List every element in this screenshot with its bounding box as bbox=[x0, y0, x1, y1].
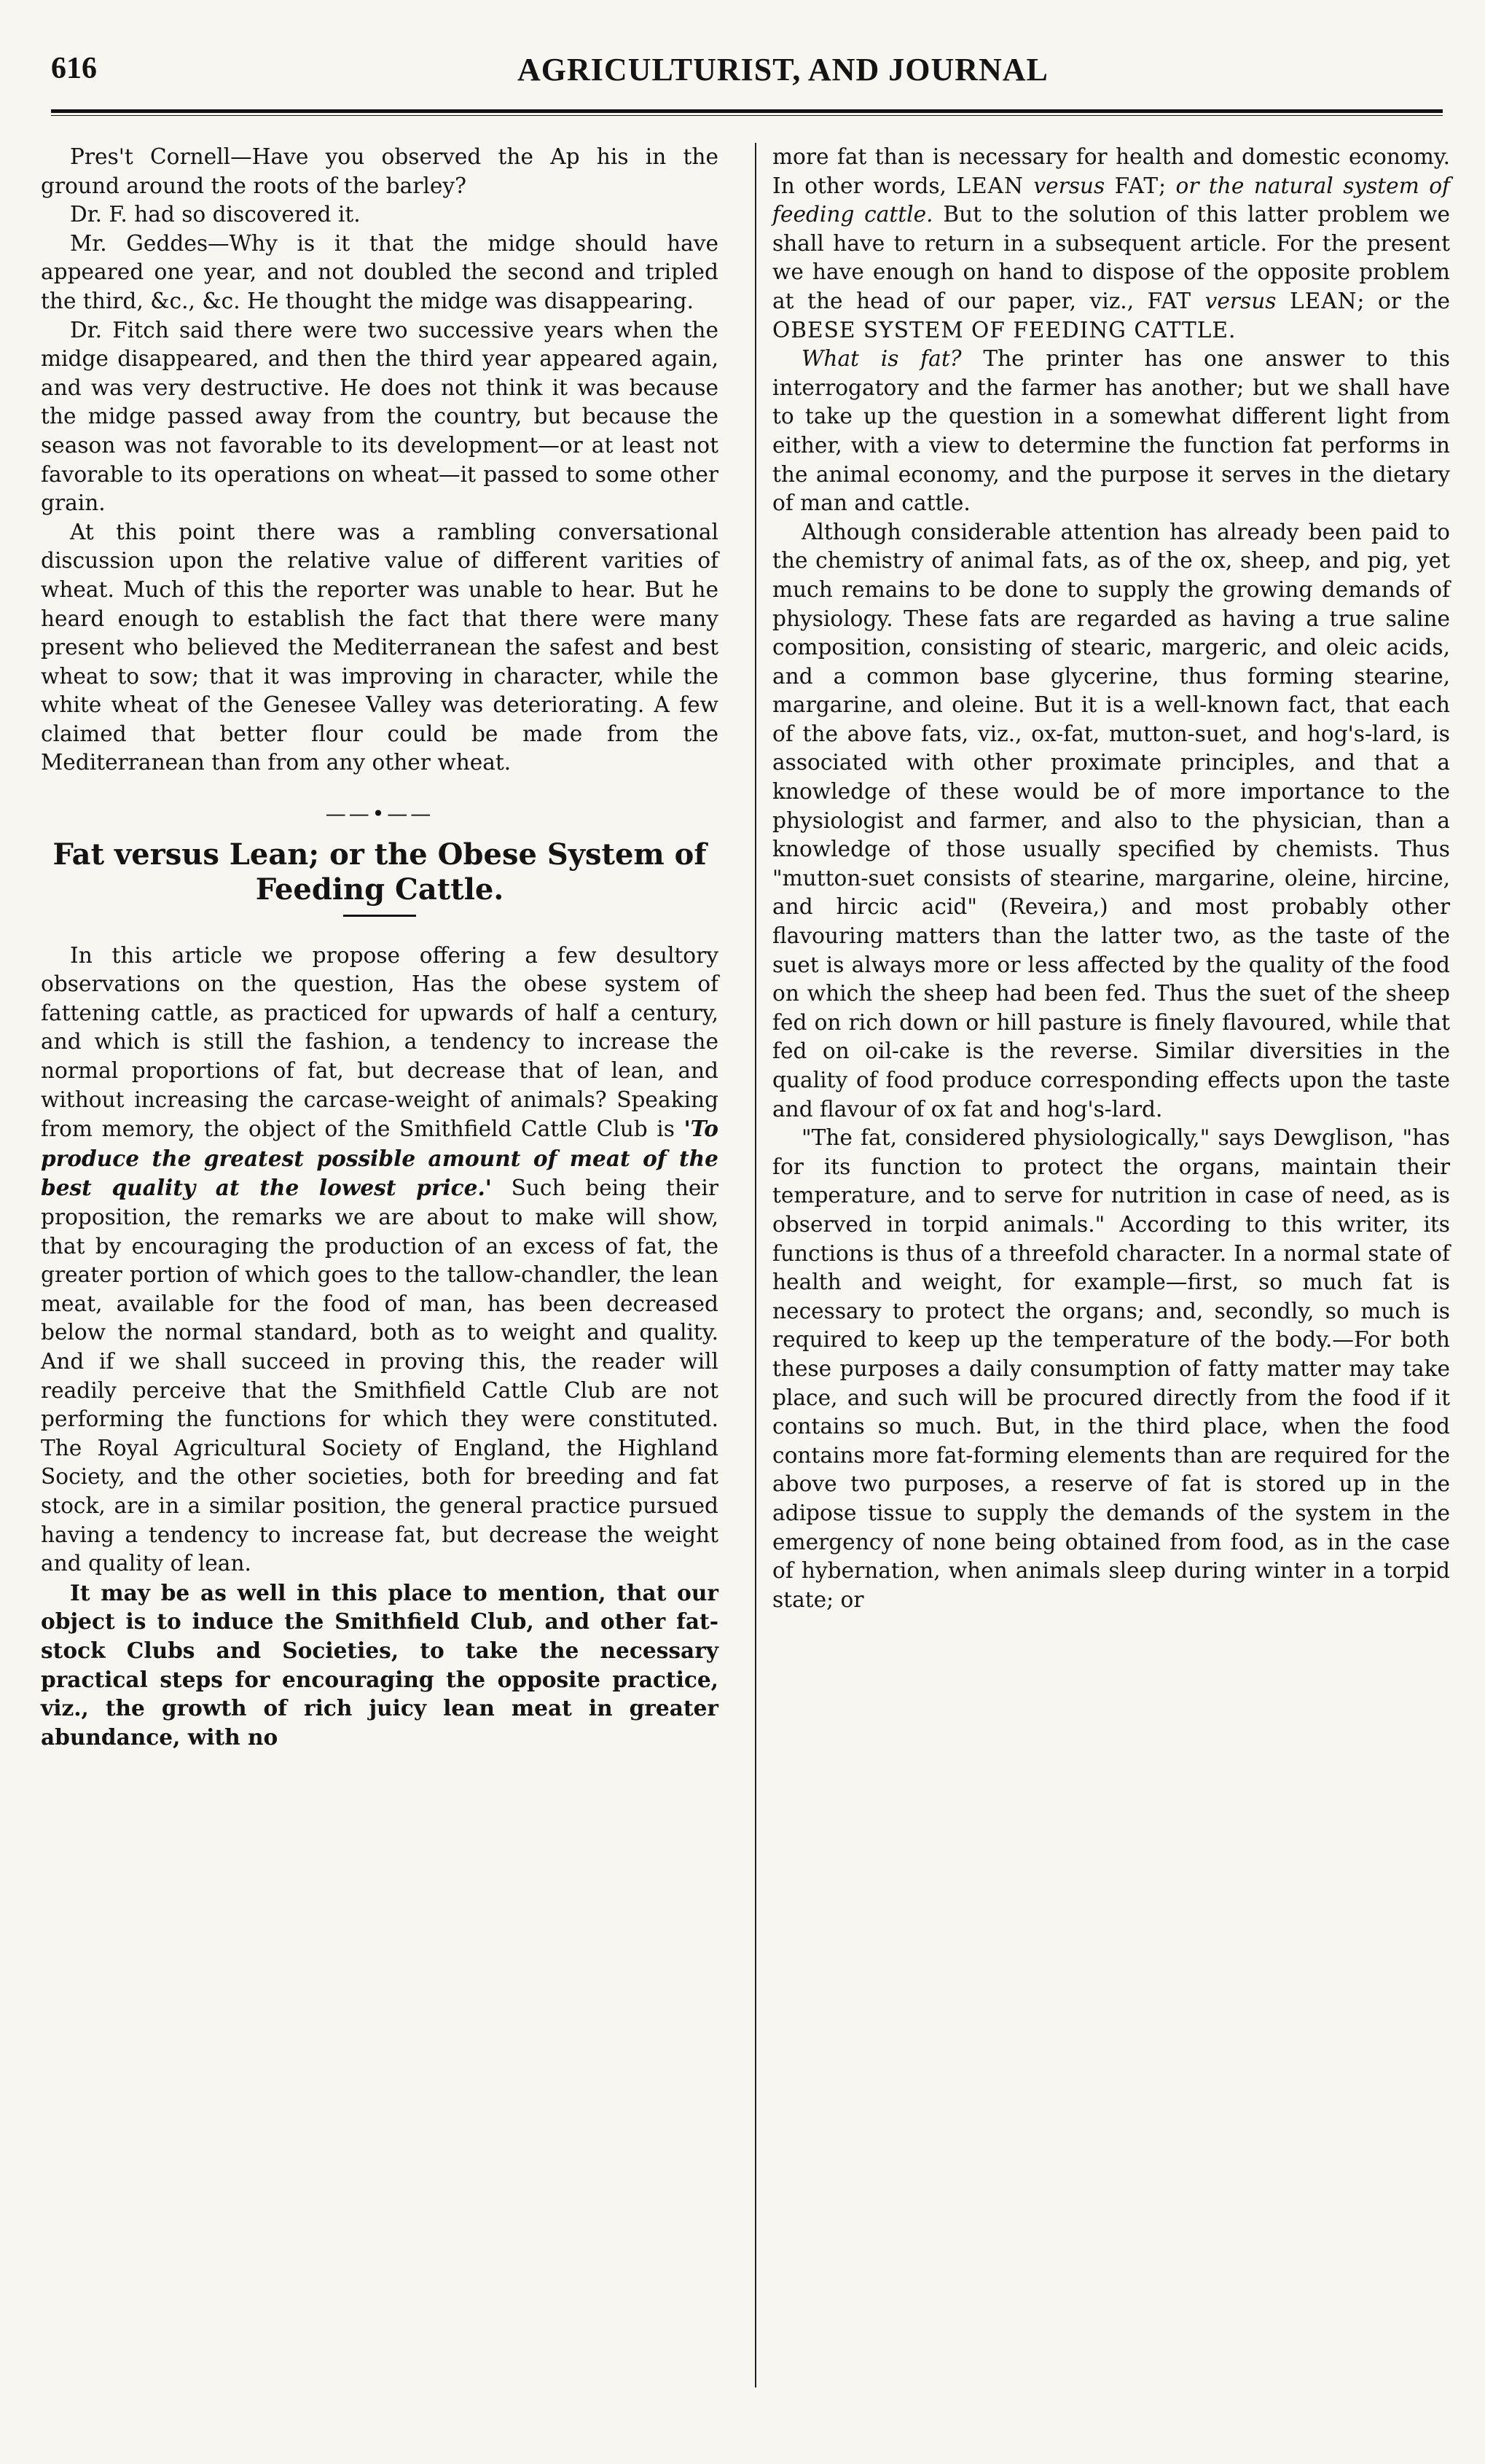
paragraph-cornell-question: Pres't Cornell—Have you observed the Ap his in the ground around the roots of the barley? bbox=[41, 144, 718, 198]
what-is-fat-question: What is fat? bbox=[802, 346, 962, 372]
column-divider bbox=[755, 143, 756, 2387]
smithfield-quote: 'To produce the greatest possible amount of meat of the best quality at the lowest price.' bbox=[41, 1116, 718, 1201]
left-column bbox=[41, 143, 718, 2402]
article-paragraph-3 bbox=[772, 143, 1450, 345]
r1-versus: versus bbox=[1023, 173, 1115, 198]
title-rule bbox=[343, 915, 416, 917]
article-paragraph-1 bbox=[41, 942, 718, 1579]
article-p1-start: In this article we propose offering a few desultory observations on the question, Has the obese system of fattening cattle, as practiced for upwards of half a century, and which is still the fashion, a tendency to increase the normal proportions of fat, but decrease that of lean, and without increasing the carcase-weight of animals? Speaking from memory, the object of the Smithfield Cattle Club is bbox=[41, 942, 718, 1142]
r1-mid: ; bbox=[1159, 173, 1176, 198]
right-column bbox=[772, 143, 1450, 2402]
r1-fat-2: FAT bbox=[1147, 288, 1192, 313]
natural-system-phrase: or the natural system of feeding cattle. bbox=[772, 173, 1450, 227]
r1-lean-2: LEAN bbox=[1289, 288, 1357, 313]
article-paragraph-6: "The fat, considered physiologically," says Dewglison, "has for its function to protect the organs, maintain their temperature, and to serve for nutrition in case of need, as is observed in torpid animals." According to this writer, its functions is thus of a threefold character. In a normal state of health and weight, for example—first, so much fat is necessary to protect the organs; and, secondly, so much is required to keep up the temperature of the body.—For both these purposes a daily consumption of fatty matter may take place, and such will be procured directly from the food if it contains so much. But, in the third place, when the food contains more fat-forming elements than are required for the above two purposes, a reserve of fat is stored up in the adipose tissue to supply the demands of the system in the emergency of none being obtained from food, as in the case of hybernation, when animals sleep during winter in a torpid state; or bbox=[772, 1125, 1450, 1612]
obese-system-phrase: OBESE SYSTEM OF FEEDING CATTLE. bbox=[772, 317, 1237, 343]
running-title: AGRICULTURIST, AND JOURNAL bbox=[517, 52, 1049, 87]
article-title: Fat versus Lean; or the Obese System of Feeding Cattle. bbox=[52, 837, 707, 907]
article-paragraph-2: It may be as well in this place to mention, that our object is to induce the Smithfield Club, and other fat-stock Clubs and Societies, to take the necessary practical steps for encouraging the opposite practice, viz., the growth of rich juicy lean meat in greater abundance, with no bbox=[41, 1579, 718, 1750]
r1-lean: LEAN bbox=[956, 173, 1024, 198]
r1-fat: FAT bbox=[1114, 173, 1159, 198]
r2-end: The printer has one answer to this interrogatory and the farmer has another; but we shall have to take up the question in a somewhat different light from either, with a view to determine the function fat performs in the animal economy, and the purpose it serves in the dietary of man and cattle. bbox=[772, 346, 1450, 516]
section-ornament: ——•—— bbox=[325, 802, 434, 826]
r1-mid-2: ; or the bbox=[1357, 288, 1450, 313]
paragraph-fitch-answer: Dr. Fitch said there were two successive years when the midge disappeared, and then the third year appeared again, and was very destructive. He does not think it was because the midge passed away from the country, but because the season was not favorable to its development—or at least not favorable to its operations on wheat—it passed to some other grain. bbox=[41, 317, 718, 516]
r1-start: more fat than is necessary for health and domestic economy. In other words, bbox=[772, 144, 1450, 198]
article-paragraph-5: Although considerable attention has already been paid to the chemistry of animal fats, as of the ox, sheep, and pig, yet much remains to be done to supply the growing demands of physiology. These fats are regarded as having a true saline composition, consisting of stearic, margeric, and oleic acids, and a common base glycerine, thus forming stearine, margarine, and oleine. But it is a well-known fact, that each of the above fats, viz., ox-fat, mutton-suet, and hog's-lard, is associated with other proximate principles, and that a knowledge of these would be of more importance to the physiologist and farmer, and also to the physician, than a knowledge of those usually specified by chemists. Thus "mutton-suet consists of stearine, margarine, oleine, hircine, and hircic acid" (Reveira,) and most probably other flavouring matters than the latter two, as the taste of the suet is always more or less affected by the quality of the food on which the sheep had been fed. Thus the suet of the sheep fed on rich down or hill pasture is finely flavoured, while that fed on oil-cake is the reverse. Similar diversities in the quality of food produce corresponding effects upon the taste and flavour of ox fat and hog's-lard. bbox=[772, 519, 1450, 1122]
r1-versus-2: versus bbox=[1191, 288, 1290, 313]
page-number: 616 bbox=[51, 52, 97, 85]
header-rule bbox=[51, 109, 1443, 116]
r1-end: But to the solution of this latter problem we shall have to return in a subsequent article. For the present we have enough on hand to dispose of the opposite problem at the head of our paper, viz., bbox=[772, 202, 1450, 313]
paragraph-geddes-question: Mr. Geddes—Why is it that the midge should have appeared one year, and not doubled the second and tripled the third, &c., &c. He thought the midge was disappearing. bbox=[41, 230, 718, 313]
article-p1-end: Such being their proposition, the remarks we are about to make will show, that by encouraging the production of an excess of fat, the greater portion of which goes to the tallow-chandler, the lean meat, available for the food of man, has been decreased below the normal standard, both as to weight and quality. And if we shall succeed in proving this, the reader will readily perceive that the Smithfield Cattle Club are not performing the functions for which they were constituted. The Royal Agricultural Society of England, the Highland Society, and the other societies, both for breeding and fat stock, are in a similar position, the general practice pursued having a tendency to increase fat, but decrease the weight and quality of lean. bbox=[41, 1176, 718, 1576]
page-header bbox=[51, 45, 1470, 111]
paragraph-fitch-reply: Dr. F. had so discovered it. bbox=[70, 202, 361, 227]
paragraph-wheat-discussion: At this point there was a rambling conversational discussion upon the relative value of different varities of wheat. Much of this the reporter was unable to hear. But he heard enough to establish the fact that there were many present who believed the Mediterranean the safest and best wheat to sow; that it was improving in character, while the white wheat of the Genesee Valley was deteriorating. A few claimed that better flour could be made from the Mediterranean than from any other wheat. bbox=[41, 519, 718, 775]
article-paragraph-4 bbox=[772, 345, 1450, 518]
